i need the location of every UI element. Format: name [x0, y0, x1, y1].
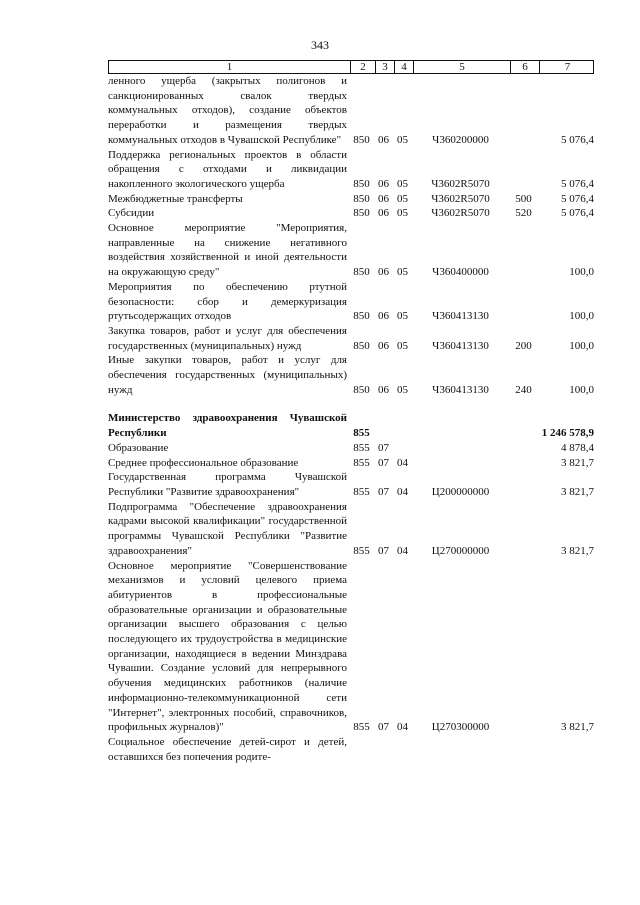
row-code-gr: 855: [353, 544, 370, 557]
row-code-gr: 850: [353, 266, 370, 279]
header-col-1: 1: [226, 61, 233, 73]
table-row: [108, 280, 594, 324]
row-code-csr: Ч3602R5070: [431, 192, 490, 205]
table-header: [108, 60, 594, 74]
row-code-vr: 500: [515, 192, 532, 205]
table-row: [108, 324, 594, 353]
row-code-csr: Ч360200000: [432, 133, 489, 146]
row-amount: 100,0: [569, 339, 594, 352]
row-code-pr: 05: [397, 383, 408, 396]
table-row: [108, 500, 594, 559]
row-code-rz: 07: [378, 441, 389, 454]
row-name: Основное мероприятие "Мероприятия, направленные на снижение негативного воздействия хозяйственной и иной деятельности на окружающую среду": [108, 222, 347, 279]
row-code-rz: 06: [378, 339, 389, 352]
header-col-5: 5: [413, 61, 510, 73]
row-code-rz: 07: [378, 544, 389, 557]
row-code-gr: 855: [353, 456, 370, 469]
header-col-2: 2: [350, 61, 375, 73]
row-name: Социальное обеспечение детей-сирот и детей, оставшихся без попечения родите-: [108, 735, 347, 763]
row-code-gr: 855: [353, 427, 370, 440]
row-code-pr: 04: [397, 721, 408, 734]
row-name: ленного ущерба (закрытых полигонов и санкционированных свалок твердых коммунальных отходов), создание объектов переработки и размещения твердых коммунальных отходов в Чувашской Республике": [108, 75, 347, 146]
row-code-csr: Ч360413130: [432, 310, 489, 323]
row-code-vr: 240: [515, 383, 532, 396]
table-row: [108, 206, 594, 221]
row-amount: 100,0: [569, 266, 594, 279]
row-code-pr: 05: [397, 192, 408, 205]
row-code-pr: 05: [397, 207, 408, 220]
table-body: [108, 74, 594, 764]
row-code-csr: Ч360413130: [432, 383, 489, 396]
row-code-vr: 520: [515, 207, 532, 220]
row-name: Среднее профессиональное образование: [108, 456, 299, 469]
row-name: Субсидии: [108, 207, 155, 220]
row-code-pr: 04: [397, 456, 408, 469]
row-name: Иные закупки товаров, работ и услуг для обеспечения государственных (муниципальных) нужд: [108, 354, 347, 396]
row-amount: 5 076,4: [561, 207, 594, 220]
row-name: Межбюджетные трансферты: [108, 192, 243, 205]
row-code-pr: 04: [397, 485, 408, 498]
table-row: [108, 441, 594, 456]
row-amount: 5 076,4: [561, 192, 594, 205]
row-code-rz: 07: [378, 485, 389, 498]
row-amount: 3 821,7: [561, 485, 594, 498]
row-amount: 3 821,7: [561, 721, 594, 734]
header-col-7: 7: [539, 61, 595, 73]
row-code-pr: 05: [397, 177, 408, 190]
row-code-rz: 06: [378, 310, 389, 323]
row-name: Мероприятия по обеспечению ртутной безопасности: сбор и демеркуризация ртутьсодержащих отходов: [108, 280, 347, 323]
row-code-gr: 850: [353, 133, 370, 146]
row-name: Подпрограмма "Обеспечение здравоохранения кадрами высокой квалификации" государственной программы Чувашской Республики "Развитие здравоохранения": [108, 500, 347, 557]
table-row: [108, 353, 594, 397]
row-amount: 4 878,4: [561, 441, 594, 454]
table-row: [108, 456, 594, 471]
table-row: [108, 735, 594, 764]
row-code-pr: 05: [397, 310, 408, 323]
row-code-csr: Ч360413130: [432, 339, 489, 352]
row-amount: 3 821,7: [561, 544, 594, 557]
table-row: [108, 411, 594, 440]
row-code-gr: 855: [353, 441, 370, 454]
row-code-rz: 06: [378, 207, 389, 220]
row-code-pr: 05: [397, 133, 408, 146]
row-name: Закупка товаров, работ и услуг для обеспечения государственных (муниципальных) нужд: [108, 324, 347, 352]
row-code-pr: 05: [397, 266, 408, 279]
row-code-gr: 855: [353, 485, 370, 498]
row-code-csr: Ч360400000: [432, 266, 489, 279]
row-name: Государственная программа Чувашской Республики "Развитие здравоохранения": [108, 471, 347, 498]
row-code-rz: 07: [378, 456, 389, 469]
row-code-rz: 06: [378, 177, 389, 190]
table-row: [108, 221, 594, 280]
row-code-gr: 850: [353, 383, 370, 396]
page-number: 343: [311, 38, 329, 52]
row-code-gr: 850: [353, 177, 370, 190]
row-code-gr: 850: [353, 192, 370, 205]
row-code-csr: Ч3602R5070: [431, 207, 490, 220]
row-code-vr: 200: [515, 339, 532, 352]
row-code-gr: 855: [353, 721, 370, 734]
header-col-6: 6: [510, 61, 539, 73]
row-code-pr: 05: [397, 339, 408, 352]
row-amount: 5 076,4: [561, 177, 594, 190]
row-code-rz: 06: [378, 266, 389, 279]
row-code-csr: Ц200000000: [431, 485, 490, 498]
row-code-gr: 850: [353, 310, 370, 323]
table-row: [108, 470, 594, 499]
row-amount: 3 821,7: [561, 456, 594, 469]
row-amount: 5 076,4: [561, 133, 594, 146]
row-code-csr: Ц270000000: [431, 544, 490, 557]
table-row: [108, 74, 594, 148]
header-col-3: 3: [375, 61, 394, 73]
row-code-rz: 06: [378, 192, 389, 205]
row-name: Образование: [108, 441, 169, 454]
header-col-4: 4: [394, 61, 413, 73]
row-amount: 1 246 578,9: [541, 427, 594, 440]
row-name: Министерство здравоохранения Чувашской Республики: [108, 412, 347, 440]
row-code-gr: 850: [353, 207, 370, 220]
row-code-rz: 06: [378, 383, 389, 396]
table-row: [108, 192, 594, 207]
row-code-rz: 06: [378, 133, 389, 146]
table-row: [108, 559, 594, 735]
row-spacer: [108, 397, 594, 411]
row-code-csr: Ч3602R5070: [431, 177, 490, 190]
budget-table: [108, 60, 594, 764]
row-code-csr: Ц270300000: [431, 721, 490, 734]
table-row: [108, 148, 594, 192]
row-amount: 100,0: [569, 310, 594, 323]
row-name: Основное мероприятие "Совершенствование механизмов и условий целевого приема абитуриентов в профессиональные образовательные организации и образовательные организации высшего образования с целью последующего их трудоустройства в медицинские организации, находящиеся в ведении Минздрава Чувашии. Создание условий для непрерывного обучения медицинских работников (наличие информационно-телекоммуникационной сети "Интернет", электронных пособий, справочников, профильных журналов)": [108, 559, 347, 734]
row-code-rz: 07: [378, 721, 389, 734]
row-name: Поддержка региональных проектов в области обращения с отходами и ликвидации накопленного экологического ущерба: [108, 148, 347, 190]
row-amount: 100,0: [569, 383, 594, 396]
row-code-pr: 04: [397, 544, 408, 557]
row-code-gr: 850: [353, 339, 370, 352]
